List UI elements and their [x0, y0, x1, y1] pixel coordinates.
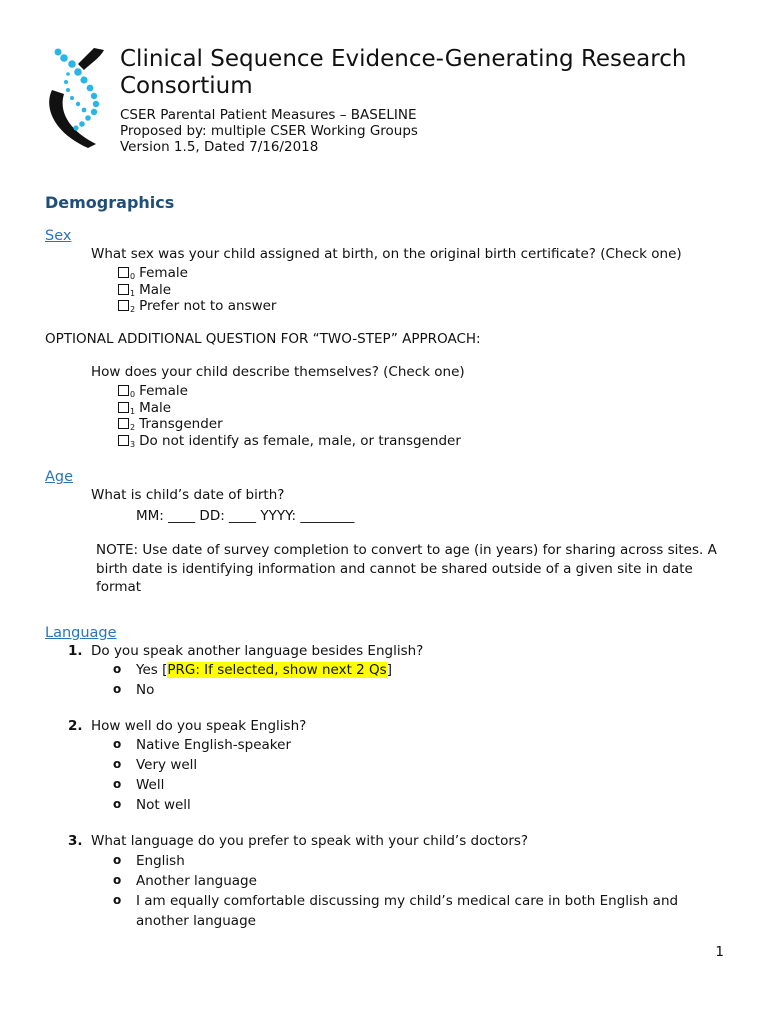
checkbox-icon[interactable]: [118, 385, 129, 396]
sex-option-prefer-not[interactable]: 2 Prefer not to answer: [118, 298, 276, 314]
checkbox-icon[interactable]: [118, 284, 129, 295]
page-number: 1: [715, 944, 724, 960]
programming-note-highlight: PRG: If selected, show next 2 Qs: [167, 662, 387, 678]
bullet-icon: o: [113, 682, 122, 696]
age-note: NOTE: Use date of survey completion to convert to age (in years) for sharing across sites. A birth date is identifying information and cannot be shared outside of a given site in date format: [96, 542, 717, 595]
section-heading-demographics: Demographics: [45, 193, 175, 212]
header-line-version: Version 1.5, Dated 7/16/2018: [120, 139, 319, 155]
checkbox-icon[interactable]: [118, 435, 129, 446]
subheading-age: Age: [45, 469, 74, 485]
bullet-icon: o: [113, 853, 122, 867]
sex-option-female[interactable]: 0 Female: [118, 265, 188, 281]
cser-logo: [44, 44, 110, 150]
gender-option-transgender[interactable]: 2 Transgender: [118, 416, 223, 432]
language-q3-option-both-continued: another language: [136, 913, 256, 929]
optional-question-heading: OPTIONAL ADDITIONAL QUESTION FOR “TWO-STEP” APPROACH:: [45, 331, 481, 347]
bullet-icon: o: [113, 737, 122, 751]
subheading-language: Language: [45, 625, 117, 641]
bullet-icon: o: [113, 797, 122, 811]
header-line-proposed: Proposed by: multiple CSER Working Groups: [120, 123, 418, 139]
bullet-icon: o: [113, 873, 122, 887]
bullet-icon: o: [113, 777, 122, 791]
bullet-icon: o: [113, 893, 122, 907]
checkbox-icon[interactable]: [118, 402, 129, 413]
checkbox-icon[interactable]: [118, 267, 129, 278]
checkbox-icon[interactable]: [118, 300, 129, 311]
document-title: Clinical Sequence Evidence-Generating Research Consortium: [120, 46, 687, 99]
header-line-measures: CSER Parental Patient Measures – BASELINE: [120, 107, 417, 123]
bullet-icon: o: [113, 757, 122, 771]
bullet-icon: o: [113, 662, 122, 676]
age-question: What is child’s date of birth?: [91, 487, 285, 503]
gender-option-male[interactable]: 1 Male: [118, 400, 171, 416]
gender-option-female[interactable]: 0 Female: [118, 383, 188, 399]
dob-entry-fields[interactable]: MM: ____ DD: ____ YYYY: ________: [136, 508, 355, 524]
sex-question: What sex was your child assigned at birth, on the original birth certificate? (Check one): [91, 246, 682, 262]
gender-option-do-not-identify[interactable]: 3 Do not identify as female, male, or transgender: [118, 433, 461, 449]
checkbox-icon[interactable]: [118, 418, 129, 429]
subheading-sex: Sex: [45, 228, 72, 244]
sex-option-male[interactable]: 1 Male: [118, 282, 171, 298]
gender-identity-question: How does your child describe themselves? (Check one): [91, 364, 465, 380]
